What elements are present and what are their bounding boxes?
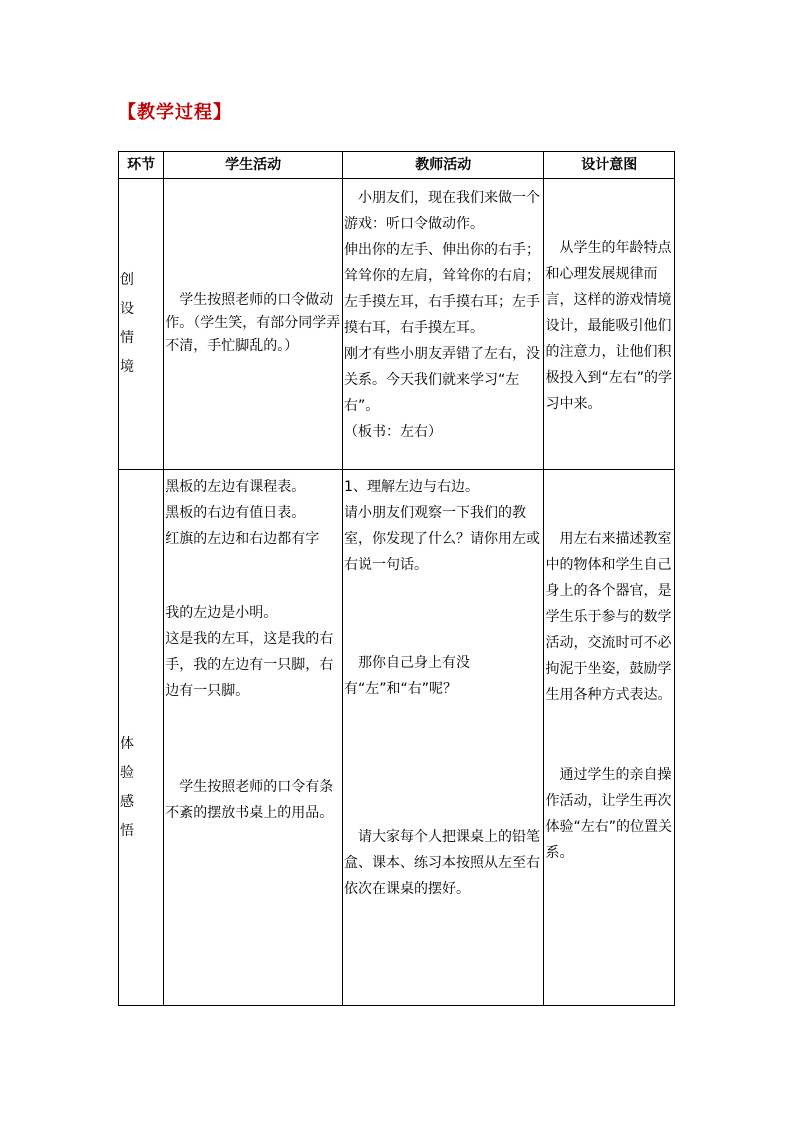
- stage-char: 体: [120, 735, 134, 752]
- stage-cell: [119, 179, 164, 470]
- student-text: 学生按照老师的口令有条不紊的摆放书桌上的用品。: [165, 779, 334, 821]
- stage-char: 感: [120, 793, 134, 810]
- stage-char: 悟: [120, 822, 134, 839]
- table-header-row: [119, 152, 675, 179]
- section-heading: 【教学过程】: [118, 102, 232, 123]
- teacher-text: 请大家每个人把课桌上的铅笔盒、课本、练习本按照从左至右依次在课桌的摆好。: [344, 829, 541, 897]
- student-text: 黑板的左边有课程表。: [165, 479, 306, 495]
- header-design-intent: 设计意图: [544, 152, 675, 179]
- table-row: [119, 179, 675, 470]
- teacher-text: 伸出你的左手、伸出你的右手；耸耸你的左肩，耸耸你的右肩；左手摸左耳，右手摸右耳；左手摸右耳，右手摸左耳。: [344, 242, 541, 336]
- table-row: [119, 470, 675, 1006]
- teacher-activity-cell: [343, 179, 544, 470]
- stage-char: 验: [120, 764, 134, 781]
- student-text: 学生按照老师的口令做动作。（学生笑，有部分同学弄不清，手忙脚乱的。）: [165, 292, 341, 354]
- intent-text: 从学生的年龄特点和心理发展规律而言，这样的游戏情境设计，最能吸引他们的注意力，让他们积极投入到“左右”的学习中来。: [545, 240, 672, 412]
- intent-text: 通过学生的亲自操作活动，让学生再次体验“左右”的位置关系。: [545, 767, 672, 861]
- stage-cell: [119, 470, 164, 1006]
- student-activity-cell: [164, 179, 343, 470]
- teacher-text: 1、理解左边与右边。: [344, 479, 479, 495]
- teacher-text: 那你自己身上有没有“左”和“右”呢？: [344, 655, 471, 697]
- teacher-activity-cell: [343, 470, 544, 1006]
- student-text: 红旗的左边和右边都有字: [165, 531, 320, 547]
- stage-char: 境: [120, 359, 134, 375]
- header-student-activity: 学生活动: [164, 152, 343, 179]
- student-text: 我的左边是小明。: [165, 605, 278, 621]
- stage-char: 情: [120, 330, 134, 346]
- design-intent-cell: [544, 179, 675, 470]
- teacher-text: 刚才有些小朋友弄错了左右，没关系。今天我们就来学习“左右”。: [344, 346, 541, 414]
- student-activity-cell: [164, 470, 343, 1006]
- stage-char: 设: [120, 301, 134, 317]
- design-intent-cell: [544, 470, 675, 1006]
- teacher-text: 小朋友们，现在我们来做一个游戏：听口令做动作。: [344, 190, 541, 232]
- student-text: 这是我的左耳，这是我的右手，我的左边有一只脚，右边有一只脚。: [165, 631, 334, 699]
- header-teacher-activity: 教师活动: [343, 152, 544, 179]
- stage-char: 创: [120, 272, 134, 288]
- student-text: 黑板的右边有值日表。: [165, 505, 306, 521]
- teacher-text: 请小朋友们观察一下我们的教室，你发现了什么？请你用左或右说一句话。: [344, 505, 541, 573]
- teaching-process-table: [118, 151, 675, 1006]
- intent-text: 用左右来描述教室中的物体和学生自己身上的各个器官，是学生乐于参与的数学活动，交流时可不必拘泥于坐姿，鼓励学生用各种方式表达。: [545, 531, 672, 703]
- header-stage: 环节: [119, 152, 164, 179]
- teacher-text: （板书：左右）: [344, 424, 443, 440]
